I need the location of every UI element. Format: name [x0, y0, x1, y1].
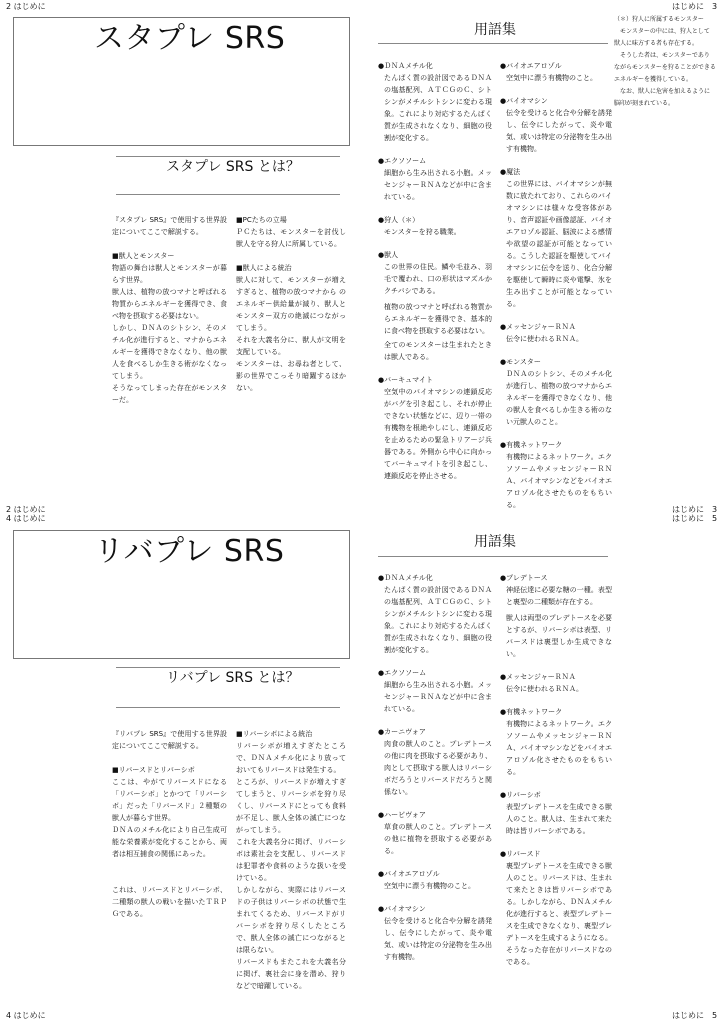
- title-box: [13, 17, 350, 146]
- section-heading: ■獣人とモンスター: [112, 252, 175, 260]
- paragraph: しかしながら、実際にはリバースドの子供はリバーシボの状態で生まれてくるため、リバースドがリバーシボを狩り尽くしたところで、獣人全体の滅亡につながるとは限らない。: [236, 886, 346, 954]
- paragraph: しかし、ＤＮＡのシトシン、そのメチル化が進行すると、マナからエネルギーを獲得できなくなり、他の獣人を食べるしか生きる術がなくなってしまう。: [112, 324, 227, 380]
- paragraph: 『スタプレ SRS』で使用する世界設定についてここで解説する。: [112, 216, 227, 236]
- divider: [116, 707, 340, 708]
- glossary-term: ●ＤＮＡメチル化: [378, 574, 433, 582]
- glossary-term: ●メッセンジャーＲＮＡ: [500, 323, 576, 331]
- glossary-entry: [500, 706, 612, 778]
- glossary-definition: 有機物によるネットワーク。エクソソームやメッセンジャーＲＮＡ、バイオマシンなどをバイオエアロゾル化させたものをもちいる。: [506, 453, 612, 509]
- page-number-left: 4 はじめに: [6, 514, 46, 523]
- note-line: ながらモンスターを狩ることができる: [614, 64, 716, 71]
- section-heading: ■獣人による統治: [236, 264, 292, 272]
- glossary-term: ●プレデトース: [500, 574, 548, 582]
- glossary-term: ●モンスター: [500, 358, 541, 366]
- glossary-definition: 空気中に漂う有機物のこと。: [384, 882, 475, 890]
- glossary-left: [378, 572, 492, 974]
- glossary-term: ●バイオエアロゾル: [378, 870, 440, 878]
- glossary-entry: [378, 374, 492, 482]
- glossary-definition: 肉食の獣人のこと。プレデトースの他に肉を摂取する必要があり、肉として摂取する獣人はリバーシボだろうとリバースドだろうと関係ない。: [384, 740, 492, 796]
- glossary-term: ●エクソソーム: [378, 157, 427, 165]
- paragraph: 物語の舞台は獣人とモンスターが暮らす世界。: [112, 264, 227, 284]
- glossary-entry: [378, 868, 492, 892]
- glossary-term: ●メッセンジャーＲＮＡ: [500, 673, 576, 681]
- paragraph: ＤＮＡのメチル化により自己生成可能な栄養素が変化することから、両者は相互捕食の関係にあった。: [112, 826, 227, 858]
- glossary-right: [500, 572, 612, 979]
- glossary-definition: 有機物によるネットワーク。エクソソームやメッセンジャーＲＮＡ、バイオマシンなどをバイオエアロゾル化させたものをもちいる。: [506, 720, 612, 776]
- body-column-1: [112, 728, 227, 932]
- paragraph: リバーシボが増えすぎたところで、ＤＮＡメチル化により放っておいてもリバースドは発生する。: [236, 742, 346, 774]
- glossary-definition: 伝令に使われるＲＮＡ。: [506, 685, 583, 693]
- note-line: なお、獣人に危害を加えるように: [620, 88, 711, 95]
- page-number-right: はじめに 3: [672, 2, 718, 11]
- glossary-left: [378, 60, 492, 493]
- glossary-term: ●リバースド: [500, 850, 541, 858]
- glossary-definition: 伝令を受けると化合や分解を誘発し、伝令にしたがって、炎や電気、或いは特定の分泌物を生み出す有機物。: [384, 917, 492, 961]
- glossary-definition: 空気中に漂う有機物のこと。: [506, 74, 597, 82]
- glossary-entry: [500, 789, 612, 837]
- glossary-entry: [378, 301, 492, 337]
- divider: [378, 43, 608, 44]
- body-column-2: [236, 728, 346, 1004]
- glossary-entry: [378, 572, 492, 656]
- glossary-entry: [500, 321, 612, 345]
- note-line: エネルギーを獲得している。: [614, 76, 693, 83]
- glossary-entry: [378, 155, 492, 203]
- divider: [116, 156, 340, 157]
- divider: [378, 556, 608, 557]
- side-note: [614, 14, 720, 110]
- glossary-definition: たんぱく質の設計図であるＤＮＡの塩基配列、ＡＴＣＧのＣ、シトシンがメチルシトシンに変わる現象。これにより対応するたんぱく質が生成されなくなり、細胞の役割が変化する。: [384, 586, 492, 654]
- glossary-definition: 全てのモンスターは生まれたときは獣人である。: [384, 341, 492, 361]
- footer-page-number-left: 4 はじめに: [6, 1011, 46, 1020]
- page-number-right: はじめに 3: [672, 505, 718, 514]
- glossary-term: ●有機ネットワーク: [500, 441, 563, 449]
- paragraph: 獣人に対して、モンスターが増えすぎると、植物の放つマナから のエネルギー供給量が減り、獣人とモンスター双方の絶滅につながってしまう。: [236, 276, 346, 332]
- glossary-entry: [378, 809, 492, 857]
- page-title: リバプレ SRS: [94, 534, 285, 569]
- section-subtitle: リバプレ SRS とは？: [166, 670, 300, 686]
- glossary-term: ●バイオマシン: [378, 905, 426, 913]
- glossary-definition: この世界には、バイオマシンが無数に放たれており、これらのバイオマシンには様々な受容体があり、音声認証や画像認証、バイオエアロゾル認証、脳波による感情や欲望の認証が可能となっている。こうした認証を駆使してバイオマシンに伝令を送り、化合分解を駆使して瞬時に炎や電撃、氷を生み出すことが可能となっている。: [506, 180, 612, 308]
- glossary-entry: [378, 60, 492, 144]
- divider: [116, 667, 340, 668]
- glossary-definition: たんぱく質の設計図であるＤＮＡの塩基配列、ＡＴＣＧのＣ、シトシンがメチルシトシンに変わる現象。これにより対応するたんぱく質が生成されなくなり、細胞の役割が変化する。: [384, 74, 492, 142]
- glossary-definition: モンスターを狩る職業。: [384, 228, 461, 236]
- paragraph: ＰＣたちは、モンスターを討伐し獣人を守る狩人に所属している。: [236, 228, 346, 248]
- glossary-term: ●ハービヴォア: [378, 811, 426, 819]
- glossary-definition: 表型プレデトースを生成できる獣人のこと。獣人は、生まれて来た時は皆リバーシボである。: [506, 803, 612, 835]
- paragraph: 『リバプレ SRS』で使用する世界設定についてここで解説する。: [112, 730, 227, 750]
- glossary-definition: 細胞から生み出される小胞。メッセンジャーＲＮＡなどが中に含まれている。: [384, 169, 492, 201]
- glossary-entry: [500, 95, 612, 155]
- glossary-term: ●獣人: [378, 251, 399, 259]
- glossary-entry: [378, 726, 492, 798]
- paragraph: これを大義名分に掲げ、リバーシボは素社会を支配し、リバースドは犯罪者や食料のような扱いを受けている。: [236, 838, 346, 882]
- note-line: モンスターの中には、狩人として: [620, 28, 710, 35]
- glossary-term: ●リバーシボ: [500, 791, 541, 799]
- glossary-entry: [378, 214, 492, 238]
- glossary-title: 用語集: [474, 22, 516, 38]
- glossary-entry: [378, 339, 492, 363]
- paragraph: ここは、やがてリバースドになる「リバーシボ」とかつて「リバーシボ」だった「リバースド」２種類の獣人が暮らす世界。: [112, 778, 227, 822]
- glossary-entry: [500, 60, 612, 84]
- glossary-term: ●エクソソーム: [378, 669, 427, 677]
- title-box: [13, 530, 350, 659]
- section-heading: ■リバースドとリバーシボ: [112, 766, 195, 774]
- body-column-1: [112, 214, 227, 418]
- glossary-term: ●有機ネットワーク: [500, 708, 563, 716]
- page-number-right: はじめに 5: [672, 514, 718, 523]
- paragraph: それを大義名分に、獣人が文明を支配している。: [236, 336, 346, 356]
- glossary-entry: [378, 667, 492, 715]
- paragraph: リバースドもまたこれを大義名分に掲げ、裏社会に身を潜め、狩りなどで暗躍している。: [236, 958, 346, 990]
- paragraph: 獣人は、植物の放つマナと呼ばれる物質からエネルギーを獲得でき、食べ物を摂取する必要はない。: [112, 288, 227, 320]
- glossary-term: ●バイオエアロゾル: [500, 62, 562, 70]
- glossary-definition: 獣人は両型のプレデトースを必要とするが、リバーシボは表型、リバースドは裏型しか生成できない。: [506, 614, 612, 658]
- glossary-term: ●カーニヴォア: [378, 728, 426, 736]
- glossary-title: 用語集: [474, 534, 516, 550]
- section-heading: ■リバーシボによる統治: [236, 730, 313, 738]
- glossary-entry: [500, 439, 612, 511]
- page-title: スタプレ SRS: [94, 21, 286, 56]
- paragraph: そうなってしまった存在がモンスターだ。: [112, 384, 227, 404]
- glossary-entry: [500, 166, 612, 310]
- paragraph: ところが、リバースドが増えすぎてしまうと、リバーシボを狩り尽くし、リバースドにとっても食料が不足し、獣人全体の滅亡につながってしまう。: [236, 778, 346, 834]
- glossary-right: [500, 60, 612, 522]
- glossary-definition: 伝令を受けると化合や分解を誘発し、伝令にしたがって、炎や電気、或いは特定の分泌物を生み出す有機物。: [506, 109, 612, 153]
- glossary-entry: [378, 249, 492, 297]
- glossary-entry: [500, 848, 612, 968]
- glossary-entry: [500, 572, 612, 608]
- paragraph: これは、リバースドとリバーシボ、二種類の獣人の戦いを描いたＴＲＰＧである。: [112, 886, 227, 918]
- glossary-entry: [500, 671, 612, 695]
- body-column-2: [236, 214, 346, 406]
- glossary-definition: 伝令に使われるＲＮＡ。: [506, 335, 583, 343]
- note-line: 獣人に味方する者も存在する。: [614, 40, 699, 47]
- paragraph: モンスターは、お尋ね者として、影の世界でこっそり暗躍するほかない。: [236, 360, 346, 392]
- section-subtitle: スタプレ SRS とは？: [166, 159, 300, 175]
- glossary-entry: [378, 903, 492, 963]
- glossary-definition: 細胞から生み出される小胞。メッセンジャーＲＮＡなどが中に含まれている。: [384, 681, 492, 713]
- glossary-definition: 裏型プレデトースを生成できる獣人のこと。リバースドは、生まれて来たときは皆リバーシボである。しかしながら、ＤＮＡメチル化が進行すると、表型プレデトースを生成できなくなり、裏型プレデトースを生成するようになる。そうなった存在がリバースドなのである。: [506, 862, 612, 966]
- page-number-left: 2 はじめに: [6, 505, 46, 514]
- note-line: （＊）狩人に所属するモンスター: [614, 16, 704, 23]
- glossary-definition: この世界の住民。鱗や毛並み、羽毛で覆われ、口の形状はマズルかクチバシである。: [384, 263, 492, 295]
- glossary-definition: 神経伝達に必要な糖の一種。表型と裏型の二種類が存在する。: [506, 586, 612, 606]
- glossary-entry: [500, 356, 612, 428]
- glossary-term: ●魔法: [500, 168, 521, 176]
- glossary-term: ●バーキュマイト: [378, 376, 433, 384]
- page-number-left: 2 はじめに: [6, 2, 46, 11]
- glossary-term: ●狩人（＊）: [378, 216, 420, 224]
- note-line: 脳印が刻まれている。: [614, 100, 675, 107]
- glossary-term: ●バイオマシン: [500, 97, 548, 105]
- glossary-definition: ＤＮＡのシトシン、そのメチル化が進行し、植物の放つマナからエネルギーを獲得できなくなり、他の獣人を食べるしか生きる術のない元獣人のこと。: [506, 370, 612, 426]
- glossary-definition: 草食の獣人のこと。プレデトースの他に植物を摂取する必要がある。: [384, 823, 492, 855]
- glossary-definition: 植物の放つマナと呼ばれる物質からエネルギーを獲得でき、基本的に食べ物を摂取する必要はない。: [384, 303, 492, 335]
- glossary-entry: [500, 612, 612, 660]
- note-line: そうした者は、モンスターであり: [620, 52, 710, 59]
- section-heading: ■PCたちの立場: [236, 216, 287, 224]
- divider: [116, 194, 340, 195]
- footer-page-number-right: はじめに 5: [672, 1011, 718, 1020]
- glossary-definition: 空気中のバイオマシンの連鎖反応がバグを引き起こし、それが停止できない状態などに、辺り一帯の有機物を根絶やしにし、連鎖反応を止めるための緊急トリアージ兵器である。外側から中心に向かってバーキュマイトを引き起こし、連鎖反応を停止させる。: [384, 388, 492, 480]
- glossary-term: ●ＤＮＡメチル化: [378, 62, 433, 70]
